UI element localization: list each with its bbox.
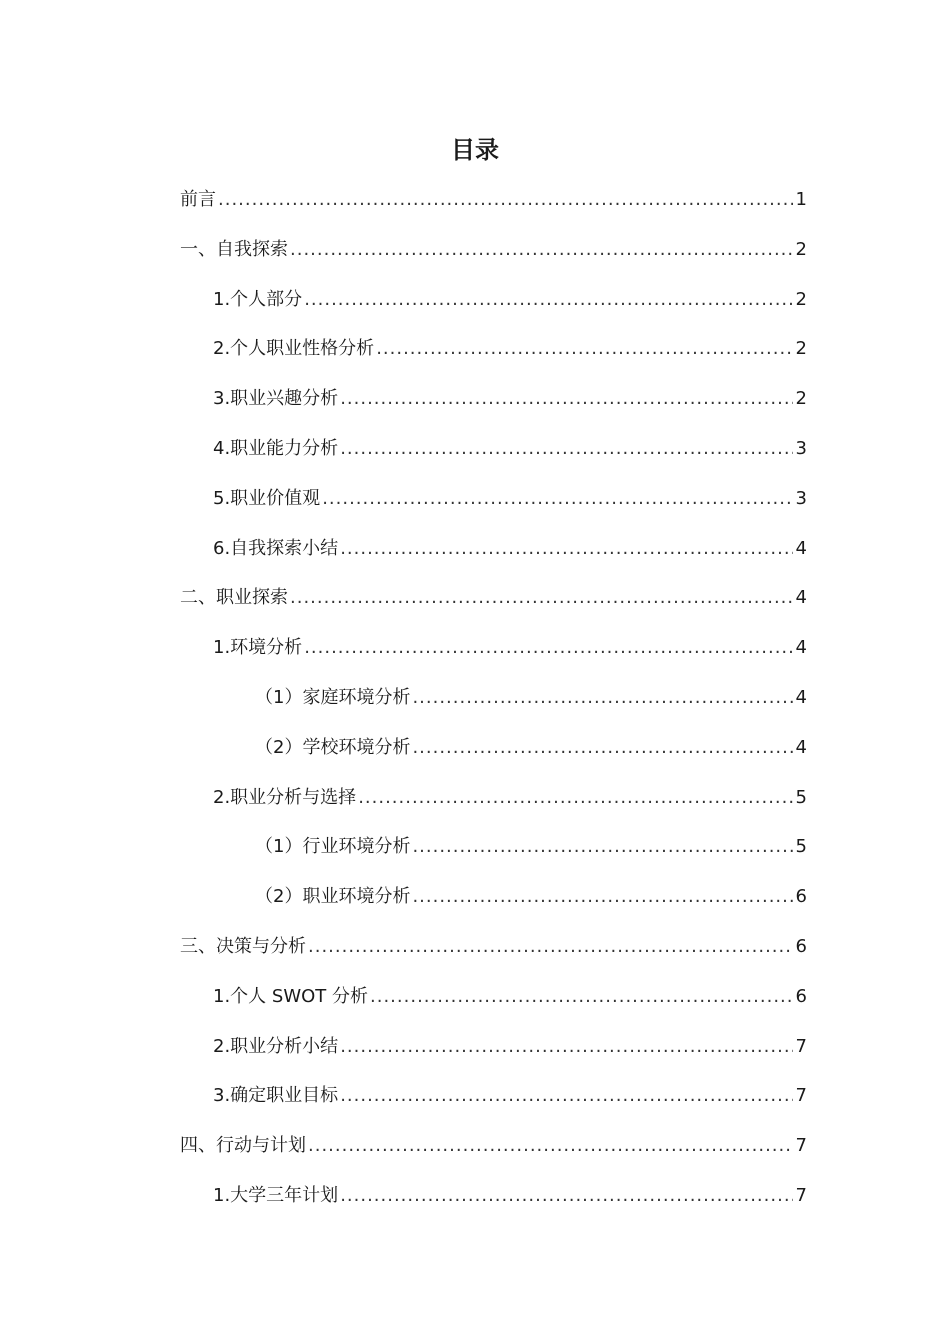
toc-page-number: 6 [795,935,807,957]
toc-entry[interactable] [0,1129,950,1179]
toc-page-number: 7 [795,1085,807,1107]
toc-entry[interactable] [0,731,950,781]
toc-leader-dots [322,482,793,516]
toc-leader-dots [340,532,793,566]
toc-entry[interactable] [0,183,950,233]
toc-page-number: 3 [795,437,807,459]
toc-page-number: 2 [795,288,807,310]
toc-entry[interactable] [0,880,950,930]
toc-page-number: 2 [795,238,807,260]
toc-entry-text: 2.职业分析与选择 [213,786,357,808]
toc-leader-dots [340,382,793,416]
toc-page-number: 6 [795,886,807,908]
toc-page-number: 7 [795,1035,807,1057]
toc-entry-text: （2）学校环境分析 [255,736,411,758]
toc-leader-dots [304,283,793,317]
toc-page-number: 7 [795,1135,807,1157]
toc-leader-dots [340,432,793,466]
toc-page-number: 3 [795,487,807,509]
toc-entry-text: 2.个人职业性格分析 [213,338,375,360]
toc-entry-text: 1.大学三年计划 [213,1184,339,1206]
toc-entry-text: 二、职业探索 [180,587,288,609]
toc-leader-dots [340,1030,793,1064]
toc-page-number: 4 [795,637,807,659]
toc-entry-text: （1）家庭环境分析 [255,686,411,708]
toc-leader-dots [412,731,793,765]
toc-entry-text: 四、行动与计划 [180,1135,306,1157]
toc-entry[interactable] [0,382,950,432]
toc-entry[interactable] [0,1030,950,1080]
toc-leader-dots [358,781,793,815]
toc-entry-text: 1.个人部分 [213,288,303,310]
toc-entry[interactable] [0,1079,950,1129]
toc-entry[interactable] [0,233,950,283]
toc-entry[interactable] [0,283,950,333]
toc-entry-text: 2.职业分析小结 [213,1035,339,1057]
toc-entry-text: 5.职业价值观 [213,487,321,509]
toc-entry-text: 1.环境分析 [213,637,303,659]
toc-entry[interactable] [0,681,950,731]
toc-page-number: 1 [795,189,807,210]
toc-entry-text: 三、决策与分析 [180,935,306,957]
toc-entry[interactable] [0,980,950,1030]
toc-leader-dots [370,980,793,1014]
toc-page-number: 7 [795,1184,807,1206]
toc-leader-dots [412,880,793,914]
toc-entry-text: 6.自我探索小结 [213,537,339,559]
toc-leader-dots [304,631,793,665]
toc-page-number: 4 [795,686,807,708]
toc-entry-text: 4.职业能力分析 [213,437,339,459]
toc-page-number: 2 [795,338,807,360]
toc-page-number: 2 [795,388,807,410]
toc-list [0,183,950,1229]
toc-entry-text: （1）行业环境分析 [255,836,411,858]
toc-entry[interactable] [0,482,950,532]
toc-leader-dots [340,1079,793,1113]
toc-entry[interactable] [0,781,950,831]
toc-leader-dots [290,581,793,615]
toc-leader-dots [308,930,793,964]
toc-page-number: 6 [795,985,807,1007]
toc-page-number: 4 [795,537,807,559]
toc-entry[interactable] [0,1179,950,1229]
toc-leader-dots [412,830,793,864]
toc-page-number: 4 [795,736,807,758]
toc-entry-text: （2）职业环境分析 [255,886,411,908]
toc-entry-text: 一、自我探索 [180,238,288,260]
toc-entry[interactable] [0,432,950,482]
toc-entry[interactable] [0,332,950,382]
toc-entry[interactable] [0,930,950,980]
toc-page-number: 5 [795,836,807,858]
toc-entry-text: 1.个人 SWOT 分析 [213,985,369,1007]
toc-leader-dots [340,1179,793,1213]
toc-page-number: 4 [795,587,807,609]
toc-leader-dots [290,233,793,267]
toc-entry[interactable] [0,532,950,582]
toc-entry[interactable] [0,631,950,681]
toc-leader-dots [376,332,793,366]
toc-leader-dots [412,681,793,715]
toc-page-number: 5 [795,786,807,808]
toc-entry-text: 前言 [180,189,216,210]
toc-title: 目录 [451,136,499,164]
toc-leader-dots [308,1129,793,1163]
toc-entry-text: 3.确定职业目标 [213,1085,339,1107]
toc-entry-text: 3.职业兴趣分析 [213,388,339,410]
toc-entry[interactable] [0,581,950,631]
toc-entry[interactable] [0,830,950,880]
toc-leader-dots [218,183,793,217]
